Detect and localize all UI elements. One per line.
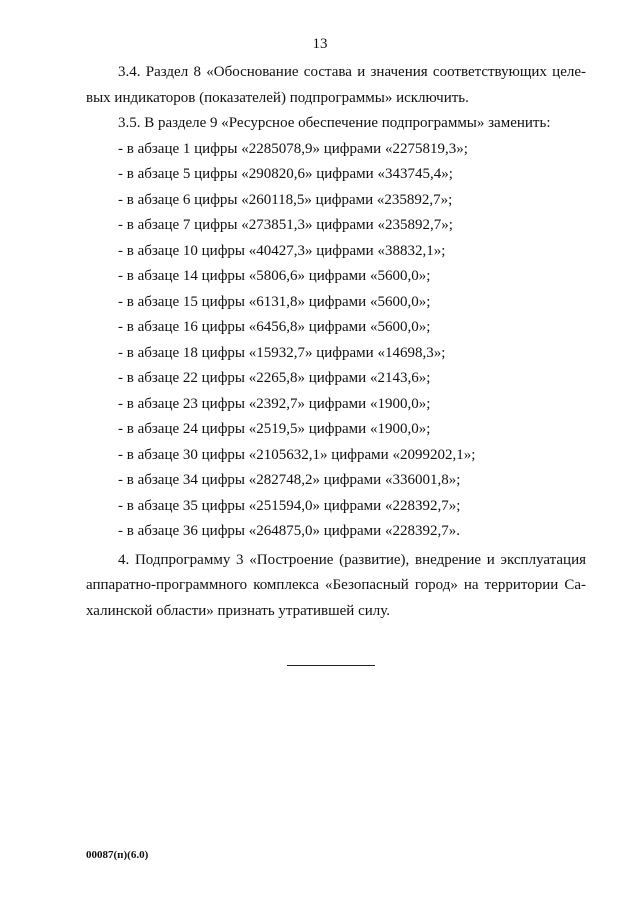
list-item: - в абзаце 14 цифры «5806,6» цифрами «5600,0»; <box>118 268 431 284</box>
end-divider <box>287 665 375 666</box>
list-item: - в абзаце 34 цифры «282748,2» цифрами «336001,8»; <box>118 472 461 488</box>
section-3-4-line-2: вых индикаторов (показателей) подпрограммы» исключить. <box>86 89 469 106</box>
replacement-list <box>86 137 586 545</box>
list-item: - в абзаце 24 цифры «2519,5» цифрами «1900,0»; <box>118 421 431 437</box>
list-item: - в абзаце 23 цифры «2392,7» цифрами «1900,0»; <box>118 395 431 412</box>
section-3-5-intro: 3.5. В разделе 9 «Ресурсное обеспечение подпрограммы» заменить: <box>118 115 551 131</box>
list-item: - в абзаце 22 цифры «2265,8» цифрами «2143,6»; <box>118 370 431 386</box>
document-code: 00087(п)(6.0) <box>86 849 149 861</box>
list-item: - в абзаце 35 цифры «251594,0» цифрами «228392,7»; <box>118 497 461 514</box>
list-item: - в абзаце 16 цифры «6456,8» цифрами «5600,0»; <box>118 319 431 335</box>
section-4-line-1: 4. Подпрограмму 3 «Построение (развитие), внедрение и эксплуатация <box>118 551 586 568</box>
section-4-line-3: халинской области» признать утратившей силу. <box>86 602 390 619</box>
list-item: - в абзаце 30 цифры «2105632,1» цифрами «2099202,1»; <box>118 446 476 463</box>
list-item: - в абзаце 6 цифры «260118,5» цифрами «235892,7»; <box>118 191 453 208</box>
list-item: - в абзаце 1 цифры «2285078,9» цифрами «2275819,3»; <box>118 140 468 157</box>
list-item: - в абзаце 15 цифры «6131,8» цифрами «5600,0»; <box>118 293 431 310</box>
section-4-line-2: аппаратно-программного комплекса «Безопасный город» на территории Са- <box>86 577 586 593</box>
list-item: - в абзаце 5 цифры «290820,6» цифрами «343745,4»; <box>118 166 453 182</box>
list-item: - в абзаце 18 цифры «15932,7» цифрами «14698,3»; <box>118 344 446 361</box>
list-item: - в абзаце 36 цифры «264875,0» цифрами «228392,7». <box>118 523 460 539</box>
section-4 <box>86 548 586 625</box>
page-number: 13 <box>312 36 328 52</box>
list-item: - в абзаце 10 цифры «40427,3» цифрами «38832,1»; <box>118 242 446 259</box>
list-item: - в абзаце 7 цифры «273851,3» цифрами «235892,7»; <box>118 217 453 233</box>
document-body <box>86 60 586 624</box>
section-3-4-line-1: 3.4. Раздел 8 «Обоснование состава и значения соответствующих целе- <box>118 64 586 80</box>
